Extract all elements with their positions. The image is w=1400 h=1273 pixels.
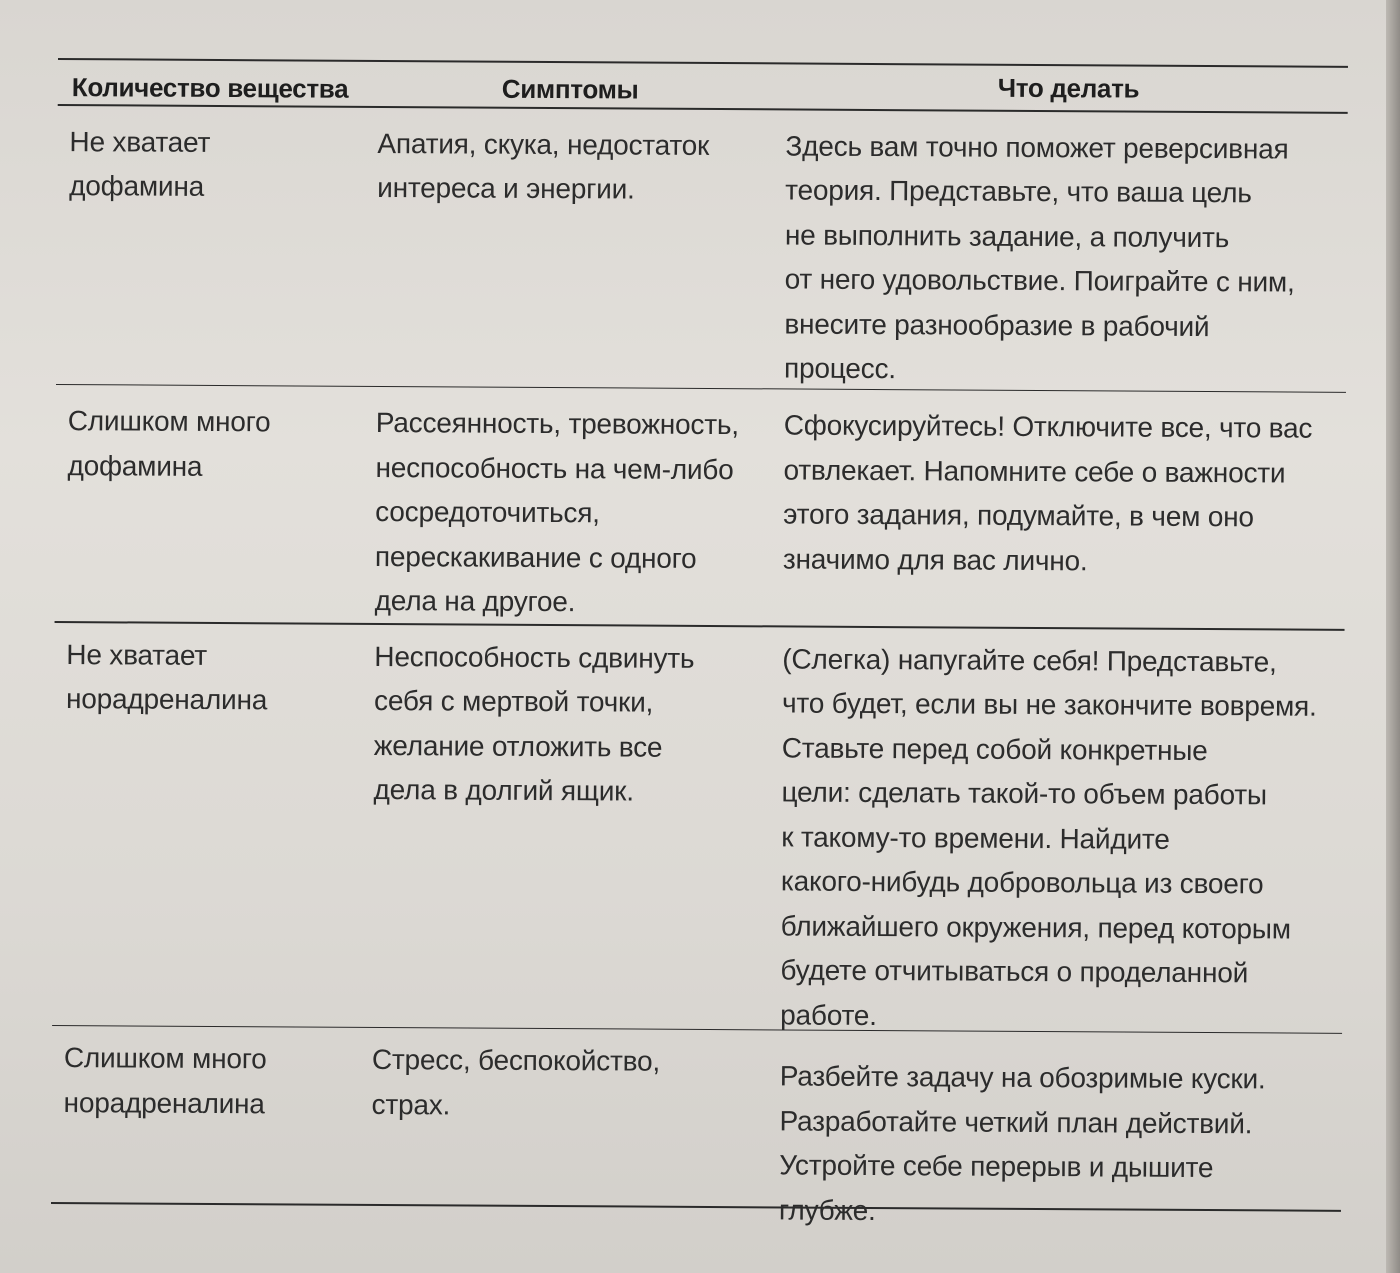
cell-action: Сфокусируйтесь! Отключите все, что вас отвлекает. Напомните себе о важности этого задания, подумайте, в чем оно значимо для вас лично. [782, 409, 1313, 576]
cell-action: Разбейте задачу на обозримые куски. Разработайте четкий план действий. Устройте себе перерыв и дышите глубже. [778, 1060, 1266, 1226]
page-edge [1386, 0, 1400, 1273]
table-row [56, 105, 1348, 391]
cell-amount: Слишком много норадреналина [63, 1042, 267, 1119]
symptoms-table [51, 58, 1348, 1226]
cell-symptoms: Рассеянность, тревожность, неспособность на чем-либо сосредоточиться, перескакивание с одного дела на другое. [374, 406, 739, 618]
table-header [58, 60, 1348, 112]
cell-symptoms: Апатия, скука, недостаток интереса и энергии. [377, 127, 710, 205]
cell-action: (Слегка) напугайте себя! Представьте, что будет, если вы не закончите вовремя. Ставьте перед собой конкретные цели: сделать такой-то объем работы к такому-то времени. Найдите какого-нибудь добровольца из своего ближайшего окружения, перед которым будете отчитываться о проделанной работе. [780, 642, 1317, 1031]
header-action: Что делать [997, 72, 1140, 104]
cell-symptoms: Стресс, беспокойство, страх. [371, 1043, 661, 1120]
cell-symptoms: Неспособность сдвинуть себя с мертвой точки, желание отложить все дела в долгий ящик. [373, 640, 695, 807]
cell-amount: Слишком много дофамина [67, 405, 271, 482]
cell-action: Здесь вам точно поможет реверсивная теория. Представьте, что ваша цель не выполнить задание, а получить от него удовольствие. Поиграйте с ним, внесите разнообразие в рабочий процесс. [784, 129, 1295, 385]
cell-amount: Не хватает норадреналина [65, 638, 268, 716]
table-row [51, 1026, 1342, 1226]
table-row [52, 622, 1344, 1032]
cell-amount: Не хватает дофамина [69, 125, 211, 202]
table-row [55, 385, 1346, 629]
header-amount: Количество вещества [71, 71, 349, 104]
header-symptoms: Симптомы [501, 73, 639, 105]
